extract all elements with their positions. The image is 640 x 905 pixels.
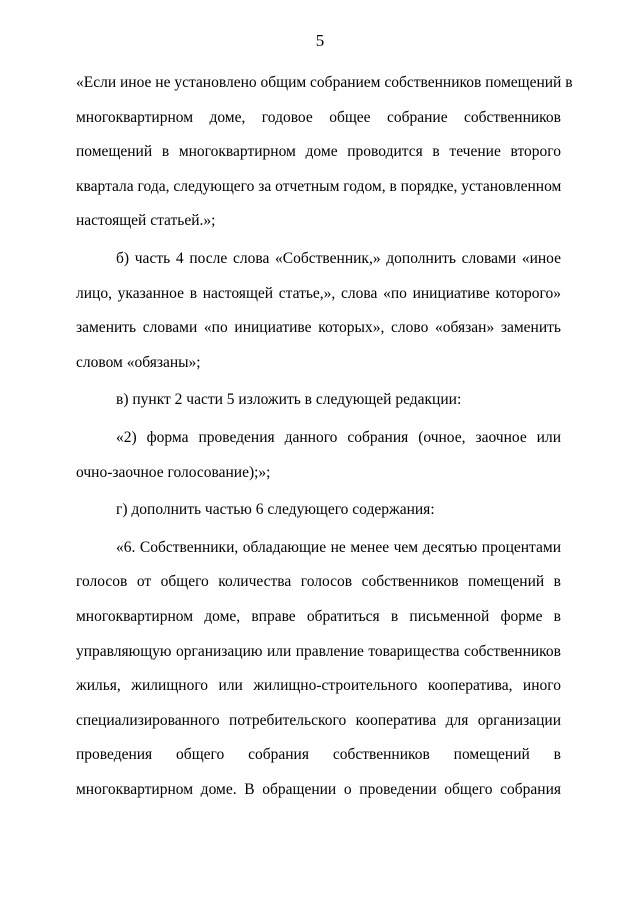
text-line: очно-заочное голосование);»; — [76, 463, 271, 481]
text-line: словом «обязаны»; — [76, 353, 201, 371]
document-body — [76, 66, 573, 807]
text-line: «6. Собственники, обладающие не менее чем десятью процентами — [116, 538, 561, 556]
paragraph-item-g — [76, 493, 561, 528]
text-line: помещений в многоквартирном доме проводится в течение второго — [76, 143, 561, 161]
paragraph-item-b — [76, 242, 561, 380]
text-line: проведения общего собрания собственников помещений в — [76, 746, 561, 764]
text-line: б) часть 4 после слова «Собственник,» дополнить словами «иное — [116, 249, 561, 267]
text-line: в) пункт 2 части 5 изложить в следующей редакции: — [116, 391, 462, 409]
text-line: «Если иное не установлено общим собранием собственников помещений в — [76, 74, 573, 91]
text-line: голосов от общего количества голосов собственников помещений в — [76, 573, 561, 591]
paragraph-item-v — [76, 383, 561, 418]
text-line: заменить словами «по инициативе которых», слово «обязан» заменить — [76, 319, 561, 337]
text-line: квартала года, следующего за отчетным годом, в порядке, установленном — [76, 177, 562, 195]
text-line: специализированного потребительского кооператива для организации — [76, 711, 561, 729]
text-line: лицо, указанное в настоящей статье,», слова «по инициативе которого» — [76, 284, 561, 302]
text-line: многоквартирном доме, вправе обратиться в письменной форме в — [76, 607, 561, 625]
text-line: управляющую организацию или правление товарищества собственников — [76, 642, 561, 660]
text-line: многоквартирном доме, годовое общее собрание собственников — [76, 108, 561, 126]
paragraph-quote-annual-meeting — [76, 66, 573, 239]
text-line: настоящей статьей.»; — [76, 212, 216, 230]
page-number: 5 — [315, 31, 325, 50]
paragraph-quote-item-2 — [76, 421, 561, 490]
text-line: «2) форма проведения данного собрания (очное, заочное или — [116, 428, 561, 446]
text-line: многоквартирном доме. В обращении о проведении общего собрания — [76, 780, 561, 798]
text-line: жилья, жилищного или жилищно-строительного кооператива, иного — [76, 677, 561, 695]
paragraph-quote-part-6 — [76, 531, 561, 808]
text-line: г) дополнить частью 6 следующего содержания: — [116, 501, 435, 519]
